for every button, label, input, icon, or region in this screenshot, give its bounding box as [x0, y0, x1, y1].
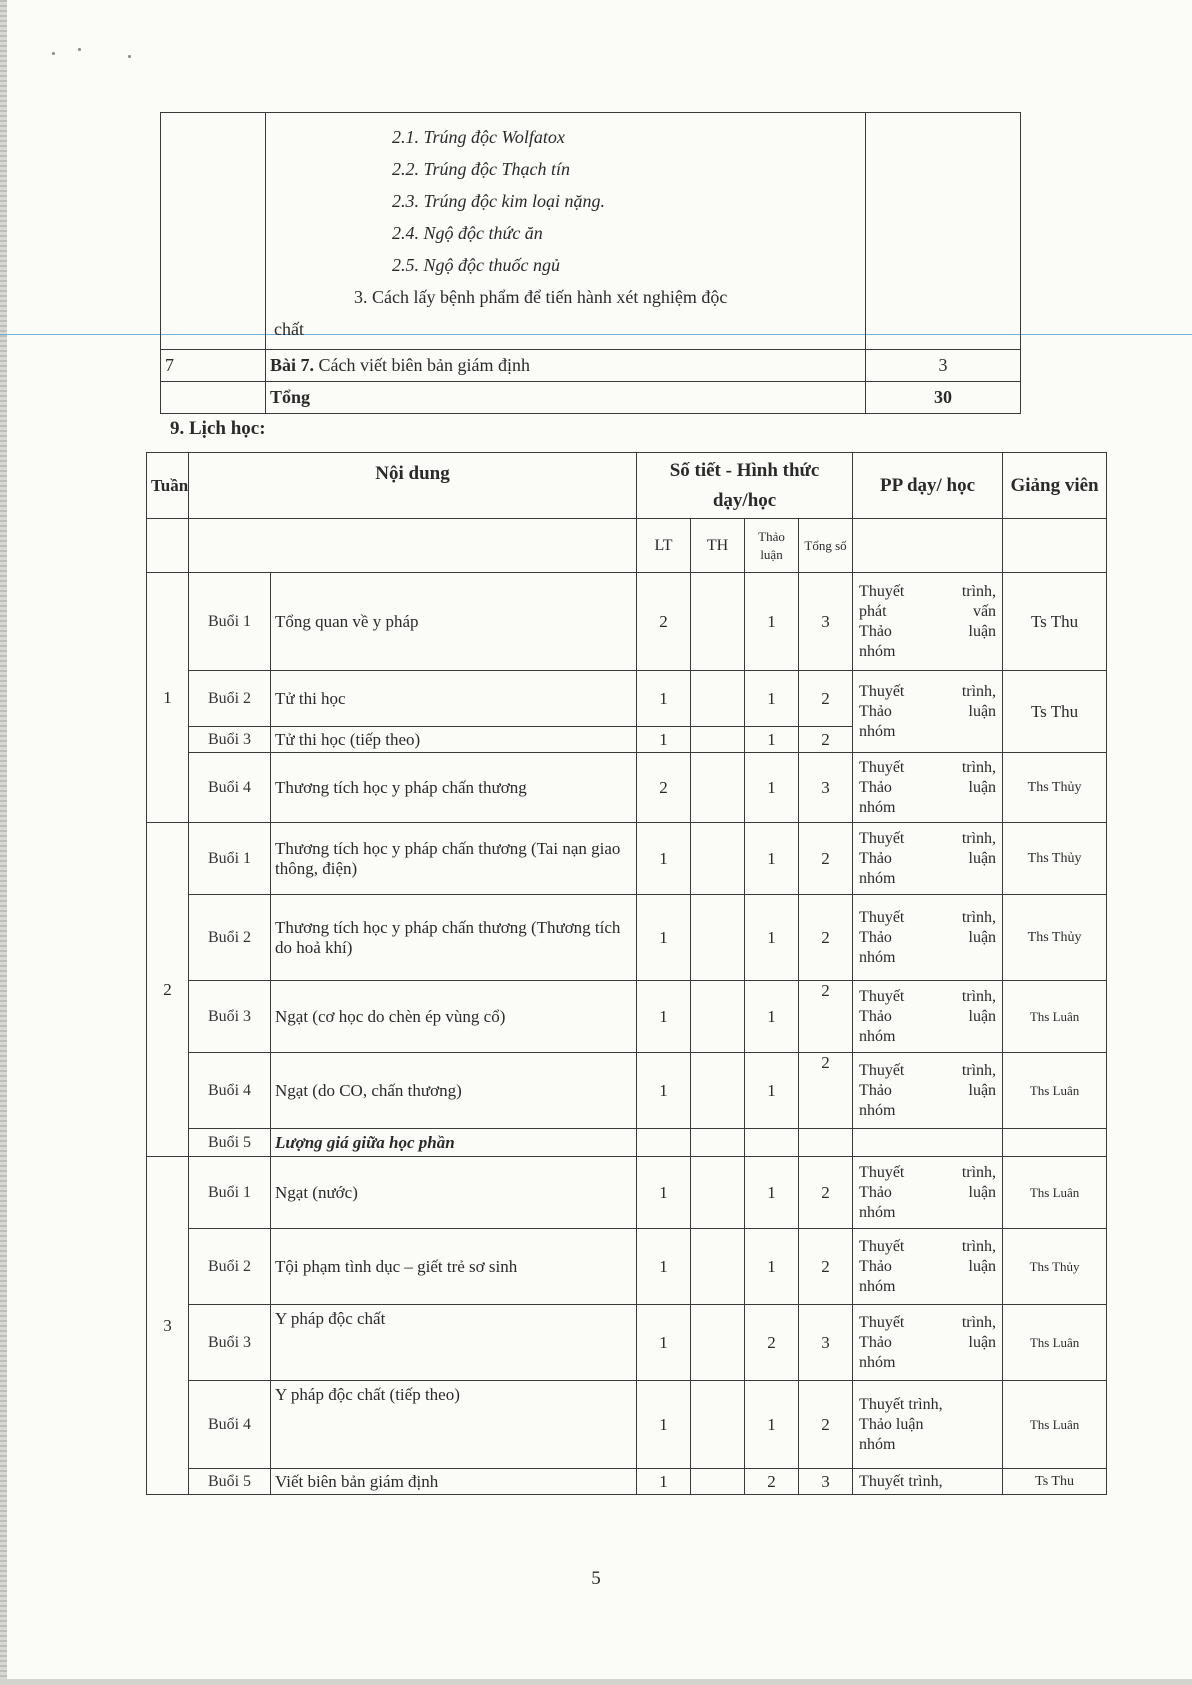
- total-value: 3: [799, 753, 853, 823]
- scan-speck: [128, 55, 131, 58]
- session-content: Y pháp độc chất: [271, 1305, 637, 1381]
- total-empty-cell: [161, 382, 266, 414]
- content-item: 2.4. Ngộ độc thức ăn: [392, 223, 543, 243]
- discussion-value: 1: [745, 895, 799, 981]
- lesson-title: Bài 7. Cách viết biên bản giám định: [266, 350, 866, 382]
- session-label: Buổi 2: [189, 895, 271, 981]
- lt-value: 1: [637, 981, 691, 1053]
- total-value: 3: [799, 573, 853, 671]
- lt-value: 1: [637, 671, 691, 727]
- table-row: [147, 1053, 1107, 1129]
- table-row: [147, 1469, 1107, 1495]
- header-hours-form: Số tiết - Hình thức dạy/học: [637, 453, 853, 519]
- content-item: 2.2. Trúng độc Thạch tín: [392, 159, 571, 179]
- lesson-number-cell: [161, 113, 266, 350]
- lecturer: Ths Thủy: [1003, 823, 1107, 895]
- table-row: [147, 895, 1107, 981]
- session-label: Buổi 1: [189, 1157, 271, 1229]
- lt-value: 1: [637, 1469, 691, 1495]
- session-label: Buổi 4: [189, 1053, 271, 1129]
- lecturer: Ths Thủy: [1003, 1229, 1107, 1305]
- total-value: 2: [799, 671, 853, 727]
- th-value: [691, 573, 745, 671]
- session-content: Viết biên bản giám định: [271, 1469, 637, 1495]
- session-content: Thương tích học y pháp chấn thương (Thương tích do hoả khí): [271, 895, 637, 981]
- discussion-value: 1: [745, 823, 799, 895]
- session-content: Lượng giá giữa học phần: [271, 1129, 637, 1157]
- lt-value: 1: [637, 823, 691, 895]
- lt-value: 1: [637, 1053, 691, 1129]
- scan-edge: [0, 0, 7, 1685]
- teaching-method: Thuyết trình, Thảo luận nhóm: [853, 753, 1003, 823]
- lecturer: Ts Thu: [1003, 573, 1107, 671]
- teaching-method: Thuyết trình, Thảo luận nhóm: [853, 823, 1003, 895]
- teaching-method: Thuyết trình,: [853, 1469, 1003, 1495]
- total-value: 2: [799, 823, 853, 895]
- lecturer: [1003, 1129, 1107, 1157]
- th-value: [691, 823, 745, 895]
- curriculum-table: [160, 112, 1021, 414]
- page-number: 5: [591, 1568, 601, 1589]
- th-value: [691, 895, 745, 981]
- session-label: Buổi 4: [189, 753, 271, 823]
- total-value: 3: [799, 1305, 853, 1381]
- session-label: Buổi 3: [189, 981, 271, 1053]
- session-content: Thương tích học y pháp chấn thương (Tai nạn giao thông, điện): [271, 823, 637, 895]
- header-empty: [1003, 519, 1107, 573]
- total-value: 2: [799, 1229, 853, 1305]
- session-content: Tội phạm tình dục – giết trẻ sơ sinh: [271, 1229, 637, 1305]
- th-value: [691, 1157, 745, 1229]
- table-row: [147, 1381, 1107, 1469]
- total-value: 2: [799, 727, 853, 753]
- lecturer: Ths Luân: [1003, 1053, 1107, 1129]
- total-value: 2: [799, 981, 853, 1053]
- th-value: [691, 727, 745, 753]
- lecturer: Ths Thủy: [1003, 753, 1107, 823]
- lt-value: 1: [637, 1305, 691, 1381]
- lesson-number: 7: [161, 350, 266, 382]
- total-value: 2: [799, 1157, 853, 1229]
- section-heading: 9. Lịch học:: [170, 418, 266, 439]
- lecturer: Ts Thu: [1003, 1469, 1107, 1495]
- lecturer: Ths Luân: [1003, 981, 1107, 1053]
- header-th: TH: [691, 519, 745, 573]
- header-content: Nội dung: [189, 453, 637, 519]
- teaching-method: Thuyết trình, phát vấn Thảo luận nhóm: [853, 573, 1003, 671]
- session-label: Buổi 1: [189, 823, 271, 895]
- scan-speck: [52, 52, 55, 55]
- lecturer: Ts Thu: [1003, 671, 1107, 753]
- session-content: Ngạt (cơ học do chèn ép vùng cổ): [271, 981, 637, 1053]
- session-label: Buổi 2: [189, 671, 271, 727]
- week-number: 3: [147, 1157, 189, 1495]
- teaching-method: Thuyết trình, Thảo luận nhóm: [853, 1381, 1003, 1469]
- total-value: [799, 1129, 853, 1157]
- discussion-value: 1: [745, 753, 799, 823]
- table-row: [147, 981, 1107, 1053]
- lt-value: 1: [637, 895, 691, 981]
- session-label: Buổi 1: [189, 573, 271, 671]
- teaching-method: Thuyết trình, Thảo luận nhóm: [853, 1229, 1003, 1305]
- th-value: [691, 1229, 745, 1305]
- th-value: [691, 1053, 745, 1129]
- content-item: 2.3. Trúng độc kim loại nặng.: [392, 191, 606, 211]
- table-row: [147, 1129, 1107, 1157]
- total-value: 2: [799, 1053, 853, 1129]
- lecturer: Ths Luân: [1003, 1305, 1107, 1381]
- teaching-method: Thuyết trình, Thảo luận nhóm: [853, 895, 1003, 981]
- lt-value: 1: [637, 1157, 691, 1229]
- total-value: 3: [799, 1469, 853, 1495]
- teaching-method: Thuyết trình, Thảo luận nhóm: [853, 1157, 1003, 1229]
- session-content: Thương tích học y pháp chấn thương: [271, 753, 637, 823]
- discussion-value: 1: [745, 981, 799, 1053]
- discussion-value: 1: [745, 727, 799, 753]
- week-number: 1: [147, 573, 189, 823]
- discussion-value: 1: [745, 1229, 799, 1305]
- header-empty: [147, 519, 189, 573]
- lt-value: 1: [637, 1381, 691, 1469]
- table-row: [147, 823, 1107, 895]
- table-row: [147, 753, 1107, 823]
- header-empty: [853, 519, 1003, 573]
- teaching-method: Thuyết trình, Thảo luận nhóm: [853, 1053, 1003, 1129]
- discussion-value: 1: [745, 1381, 799, 1469]
- total-value: 2: [799, 1381, 853, 1469]
- header-discussion: Thảo luận: [745, 519, 799, 573]
- content-item: 3. Cách lấy bệnh phẩm để tiến hành xét nghiệm độc: [354, 287, 728, 307]
- lt-value: 1: [637, 727, 691, 753]
- header-method: PP dạy/ học: [853, 453, 1003, 519]
- week-number: 2: [147, 823, 189, 1157]
- table-row: [147, 1229, 1107, 1305]
- discussion-value: 2: [745, 1469, 799, 1495]
- schedule-table: [146, 452, 1107, 1495]
- scan-speck: [78, 48, 81, 51]
- th-value: [691, 753, 745, 823]
- teaching-method: Thuyết trình, Thảo luận nhóm: [853, 671, 1003, 753]
- hours-cell: [866, 113, 1021, 350]
- lecturer: Ths Luân: [1003, 1157, 1107, 1229]
- table-row: [147, 1305, 1107, 1381]
- th-value: [691, 1469, 745, 1495]
- header-lt: LT: [637, 519, 691, 573]
- content-item: 2.1. Trúng độc Wolfatox: [392, 127, 565, 147]
- lesson-hours: 3: [866, 350, 1021, 382]
- table-row: [147, 1157, 1107, 1229]
- lt-value: 2: [637, 573, 691, 671]
- session-content: Tử thi học (tiếp theo): [271, 727, 637, 753]
- session-content: Tử thi học: [271, 671, 637, 727]
- session-label: Buổi 5: [189, 1469, 271, 1495]
- teaching-method: [853, 1129, 1003, 1157]
- discussion-value: [745, 1129, 799, 1157]
- lecturer: Ths Luân: [1003, 1381, 1107, 1469]
- discussion-value: 1: [745, 1157, 799, 1229]
- teaching-method: Thuyết trình, Thảo luận nhóm: [853, 981, 1003, 1053]
- content-item: 2.5. Ngộ độc thuốc ngủ: [392, 255, 560, 275]
- discussion-value: 1: [745, 1053, 799, 1129]
- session-content: Y pháp độc chất (tiếp theo): [271, 1381, 637, 1469]
- session-label: Buổi 2: [189, 1229, 271, 1305]
- th-value: [691, 1381, 745, 1469]
- scan-edge-bottom: [0, 1679, 1192, 1685]
- discussion-value: 1: [745, 573, 799, 671]
- session-content: Ngạt (do CO, chấn thương): [271, 1053, 637, 1129]
- th-value: [691, 981, 745, 1053]
- teaching-method: Thuyết trình, Thảo luận nhóm: [853, 1305, 1003, 1381]
- table-row: [147, 671, 1107, 727]
- discussion-value: 2: [745, 1305, 799, 1381]
- th-value: [691, 1305, 745, 1381]
- lt-value: 2: [637, 753, 691, 823]
- lt-value: 1: [637, 1229, 691, 1305]
- header-empty: [189, 519, 637, 573]
- total-value: 2: [799, 895, 853, 981]
- th-value: [691, 671, 745, 727]
- session-label: Buổi 3: [189, 727, 271, 753]
- header-week: Tuần: [147, 453, 189, 519]
- lt-value: [637, 1129, 691, 1157]
- table-row: [147, 573, 1107, 671]
- total-hours: 30: [866, 382, 1021, 414]
- lesson-content-cell: [266, 113, 866, 350]
- content-item: chất: [274, 319, 304, 339]
- session-label: Buổi 5: [189, 1129, 271, 1157]
- th-value: [691, 1129, 745, 1157]
- session-label: Buổi 3: [189, 1305, 271, 1381]
- session-label: Buổi 4: [189, 1381, 271, 1469]
- session-content: Tổng quan về y pháp: [271, 573, 637, 671]
- header-total: Tổng số: [799, 519, 853, 573]
- discussion-value: 1: [745, 671, 799, 727]
- total-label: Tổng: [266, 382, 866, 414]
- session-content: Ngạt (nước): [271, 1157, 637, 1229]
- header-lecturer: Giảng viên: [1003, 453, 1107, 519]
- lecturer: Ths Thủy: [1003, 895, 1107, 981]
